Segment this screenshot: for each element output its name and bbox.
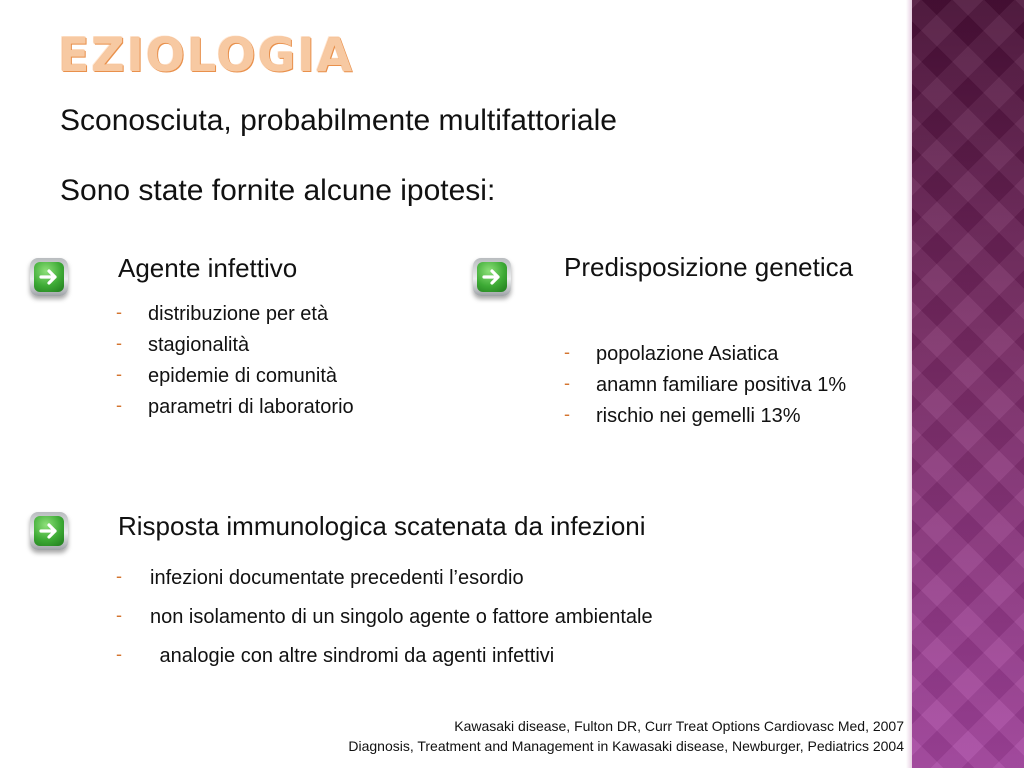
bullet-list-infectious-agent	[116, 299, 456, 423]
list-item: - analogie con altre sindromi da agenti infettivi	[116, 637, 876, 676]
list-item: - non isolamento di un singolo agente o fattore ambientale	[116, 598, 876, 637]
list-item: - infezioni documentate precedenti l’esordio	[116, 559, 876, 598]
bullet-list-immune-response	[116, 559, 876, 676]
decorative-sidebar	[912, 0, 1024, 768]
references	[348, 716, 904, 756]
reference-1: Kawasaki disease, Fulton DR, Curr Treat Options Cardiovasc Med, 2007	[454, 718, 904, 734]
arrow-right-icon	[30, 512, 68, 550]
list-item: - epidemie di comunità	[116, 361, 456, 392]
block-heading-infectious-agent: Agente infettivo	[118, 253, 298, 283]
list-item: - parametri di laboratorio	[116, 392, 456, 423]
list-item: - stagionalità	[116, 330, 456, 361]
arrow-right-icon	[30, 258, 68, 296]
bullet-list-genetic-predisposition	[564, 339, 894, 432]
block-heading-genetic-predisposition: Predisposizione genetica	[564, 252, 854, 282]
list-item: - distribuzione per età	[116, 299, 456, 330]
list-item: - rischio nei gemelli 13%	[564, 401, 894, 432]
list-item: - anamn familiare positiva 1%	[564, 370, 856, 401]
block-heading-immune-response: Risposta immunologica scatenata da infezioni	[118, 511, 646, 541]
intro-line-2: Sono state fornite alcune ipotesi:	[60, 174, 496, 207]
reference-2: Diagnosis, Treatment and Management in Kawasaki disease, Newburger, Pediatrics 2004	[348, 738, 904, 754]
intro-line-1: Sconosciuta, probabilmente multifattoriale	[60, 104, 617, 137]
arrow-right-icon	[473, 258, 511, 296]
slide-title: EZIOLOGIA	[58, 28, 355, 82]
list-item: - popolazione Asiatica	[564, 339, 894, 370]
